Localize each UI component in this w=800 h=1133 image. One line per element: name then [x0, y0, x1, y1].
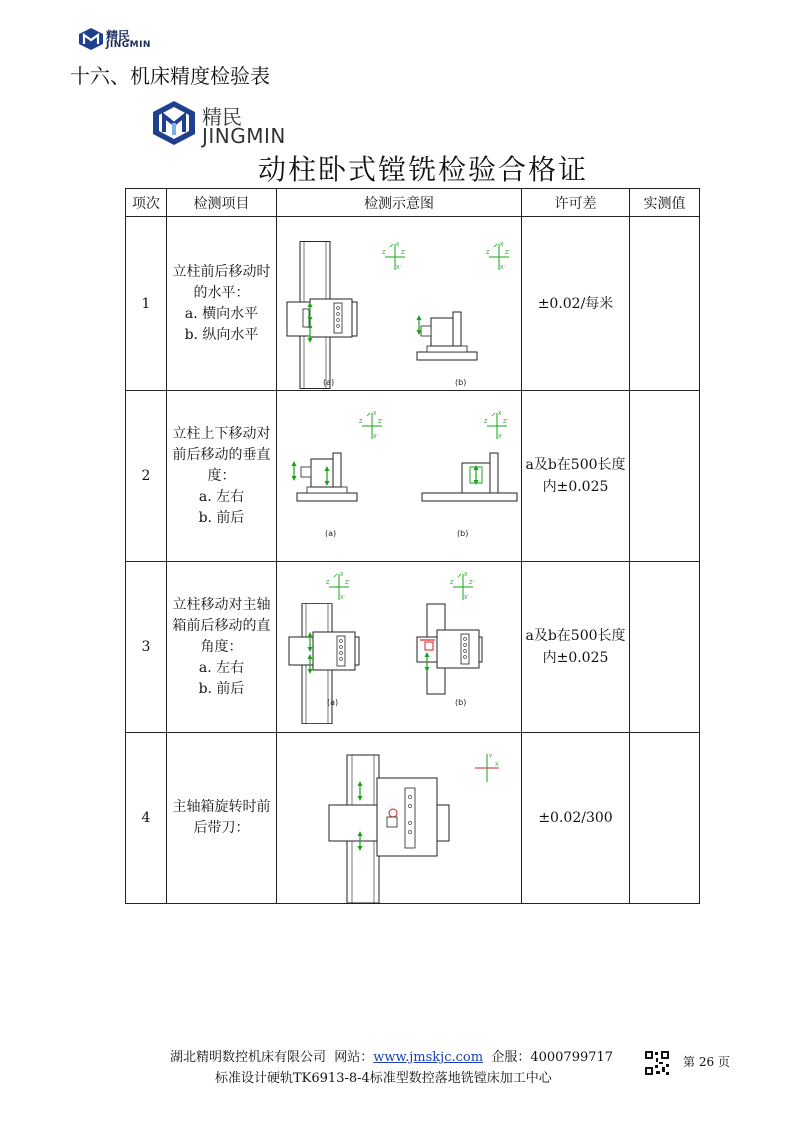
item-line: a. 左右: [198, 488, 245, 505]
row-diagram: [277, 562, 522, 733]
table-row: [126, 217, 700, 391]
tolerance-line: 内±0.025: [542, 650, 609, 666]
item-line: 主轴箱旋转时前: [172, 799, 271, 815]
footer-subtitle: 标准设计硬轨TK6913-8-4标准型数控落地铣镗床加工中心: [215, 1071, 552, 1086]
certificate-logo-en: JINGMIN: [202, 124, 286, 148]
header-logo: [78, 27, 168, 51]
certificate-title: 动柱卧式镗铣检验合格证: [258, 153, 589, 186]
row-measured: [630, 562, 700, 733]
jingmin-logo-icon: [78, 27, 104, 51]
certificate-logo: [150, 99, 290, 149]
item-line: 角度：: [200, 638, 243, 655]
item-line: 后带刀：: [193, 820, 250, 836]
row-tolerance: [522, 733, 630, 904]
fig-a-label: (a): [325, 529, 337, 538]
row-item: [167, 391, 277, 562]
section-heading: 十六、机床精度检验表: [70, 64, 270, 88]
jingmin-logo-large-icon: [150, 99, 198, 147]
row-tolerance: [522, 217, 630, 391]
footer-website-label: 网站：: [334, 1050, 374, 1065]
footer-website-link[interactable]: www.jmskjc.com: [373, 1050, 484, 1065]
diagram-squareness-check: [277, 562, 522, 732]
header-item: 检测项目: [167, 189, 277, 217]
tolerance-line: a及b在500长度: [525, 457, 626, 473]
footer-service-label: 企服：: [491, 1050, 531, 1065]
header-logo-en: JINGMIN: [106, 40, 151, 50]
header-diagram: 检测示意图: [277, 189, 522, 217]
item-line: 的水平：: [193, 284, 250, 301]
diagram-level-check: [277, 217, 522, 390]
inspection-table: [125, 188, 700, 904]
table-row: [126, 391, 700, 562]
fig-b-label: (b): [455, 378, 467, 387]
footer-company-line: [170, 1046, 613, 1065]
row-tolerance: [522, 562, 630, 733]
row-diagram: [277, 391, 522, 562]
item-line: 立柱上下移动对: [172, 425, 271, 442]
header-logo-cn: 精民: [106, 29, 131, 43]
item-line: 箱前后移动的直: [172, 617, 271, 634]
fig-b-label: (b): [457, 529, 469, 538]
item-line: b. 纵向水平: [184, 326, 259, 343]
certificate-logo-cn: 精民: [202, 105, 242, 129]
row-number: 4: [126, 733, 167, 904]
item-line: 度：: [207, 467, 236, 484]
item-line: 立柱前后移动时: [172, 263, 271, 280]
row-item: [167, 217, 277, 391]
svg-text:Y: Y: [489, 754, 493, 760]
tolerance-line: ±0.02/每米: [537, 295, 614, 312]
item-line: b. 前后: [198, 680, 245, 697]
fig-a-label: (a): [323, 378, 335, 387]
page-number: 第 26 页: [683, 1055, 730, 1069]
row-number: 1: [126, 217, 167, 391]
item-line: a. 横向水平: [184, 305, 259, 322]
item-line: 前后移动的垂直: [172, 446, 271, 463]
row-measured: [630, 391, 700, 562]
item-line: b. 前后: [198, 509, 245, 526]
diagram-tool-runout-check: [277, 733, 522, 903]
item-line: 立柱移动对主轴: [172, 596, 271, 613]
row-number: 3: [126, 562, 167, 733]
header-tolerance: 许可差: [522, 189, 630, 217]
qr-code-icon: [644, 1050, 670, 1076]
tolerance-line: ±0.02/300: [538, 810, 613, 826]
footer-service-phone: 4000799717: [530, 1050, 614, 1065]
fig-a-label: (a): [327, 698, 339, 707]
item-line: a. 左右: [198, 659, 245, 676]
row-number: 2: [126, 391, 167, 562]
diagram-perpendicularity-check: [277, 391, 522, 561]
tolerance-line: 内±0.025: [542, 479, 609, 495]
row-tolerance: [522, 391, 630, 562]
row-item: [167, 562, 277, 733]
svg-text:X: X: [495, 762, 499, 768]
header-no: 项次: [126, 189, 167, 217]
footer-company: 湖北精明数控机床有限公司: [170, 1050, 327, 1065]
row-measured: [630, 733, 700, 904]
header-measured: 实测值: [630, 189, 700, 217]
fig-b-label: (b): [455, 698, 467, 707]
table-row: [126, 733, 700, 904]
row-diagram: [277, 733, 522, 904]
tolerance-line: a及b在500长度: [525, 628, 626, 644]
table-row: [126, 562, 700, 733]
table-header-row: [126, 189, 700, 217]
row-item: [167, 733, 277, 904]
row-measured: [630, 217, 700, 391]
row-diagram: [277, 217, 522, 391]
